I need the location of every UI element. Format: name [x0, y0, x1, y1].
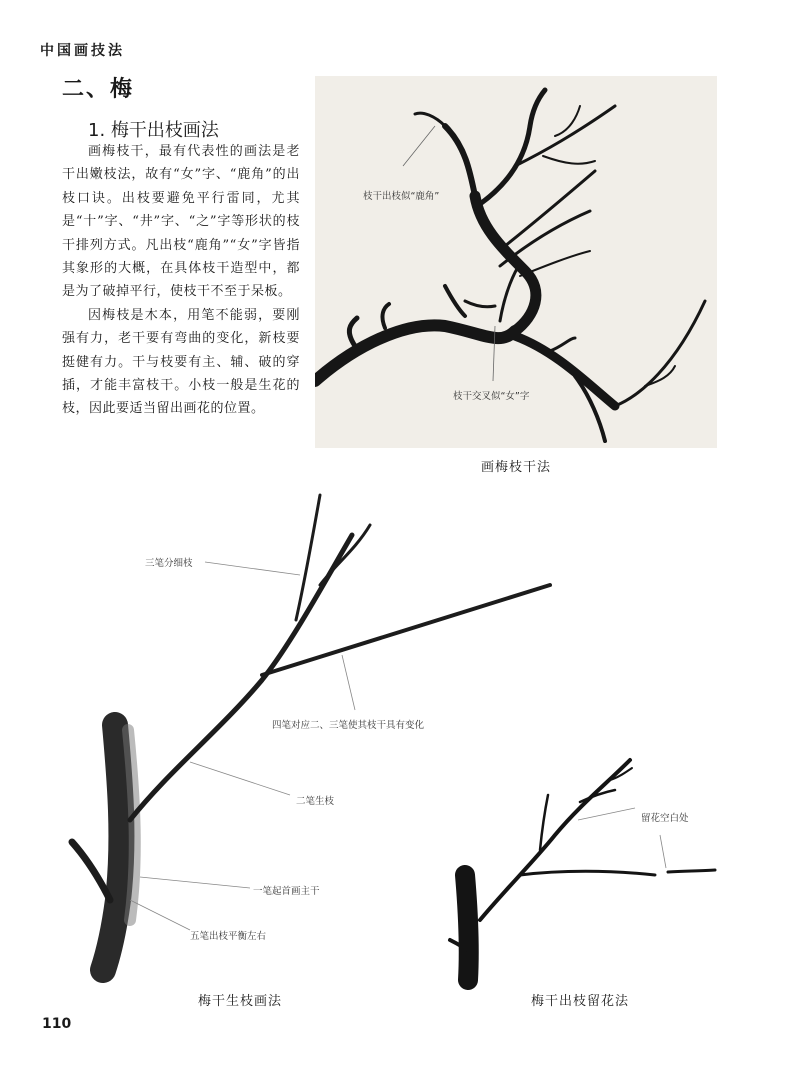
- annotation-step1: 一笔起首画主干: [253, 886, 320, 897]
- figure2-caption: 梅干生枝画法: [197, 994, 282, 1009]
- annotation-step2: 二笔生枝: [296, 796, 335, 807]
- figure-plum-branch-panel: [315, 76, 717, 448]
- running-head: 中国画技法: [40, 43, 125, 59]
- body-text: [62, 140, 300, 421]
- paragraph-1: 画梅枝干，最有代表性的画法是老干出嫩枝法，故有“女”字、“鹿角”的出枝口诀。出枝要避免平行雷同，尤其是“十”字、“井”字、“之”字等形状的枝干排列方式。凡出枝“鹿角”“女”字皆指其象形的大概，在具体枝干造型中，都是为了破掉平行，使枝干不至于呆板。: [62, 144, 300, 300]
- annotation-blank-space: 留花空白处: [641, 813, 689, 824]
- page-number: 110: [42, 1016, 72, 1032]
- annotation-step3: 三笔分细枝: [145, 558, 193, 569]
- annotation-antler: 枝干出枝似“鹿角”: [363, 191, 440, 202]
- annotation-step4: 四笔对应二、三笔使其枝干具有变化: [272, 720, 425, 731]
- section-title: 二、梅: [62, 76, 135, 102]
- paragraph-2: 因梅枝是木本，用笔不能弱，要刚强有力，老干要有弯曲的变化，新枝要挺健有力。干与枝要有主、辅、破的穿插，才能丰富枝干。小枝一般是生花的枝，因此要适当留出画花的位置。: [62, 307, 300, 417]
- annotation-step5: 五笔出枝平衡左右: [190, 931, 267, 942]
- branch-flower-space-illustration: [440, 750, 740, 990]
- figure1-caption: 画梅枝干法: [480, 460, 551, 475]
- subsection-title: 1. 梅干出枝画法: [88, 120, 219, 141]
- annotation-nu-character: 枝干交叉似“女”字: [453, 391, 530, 402]
- figure3-caption: 梅干出枝留花法: [530, 994, 629, 1009]
